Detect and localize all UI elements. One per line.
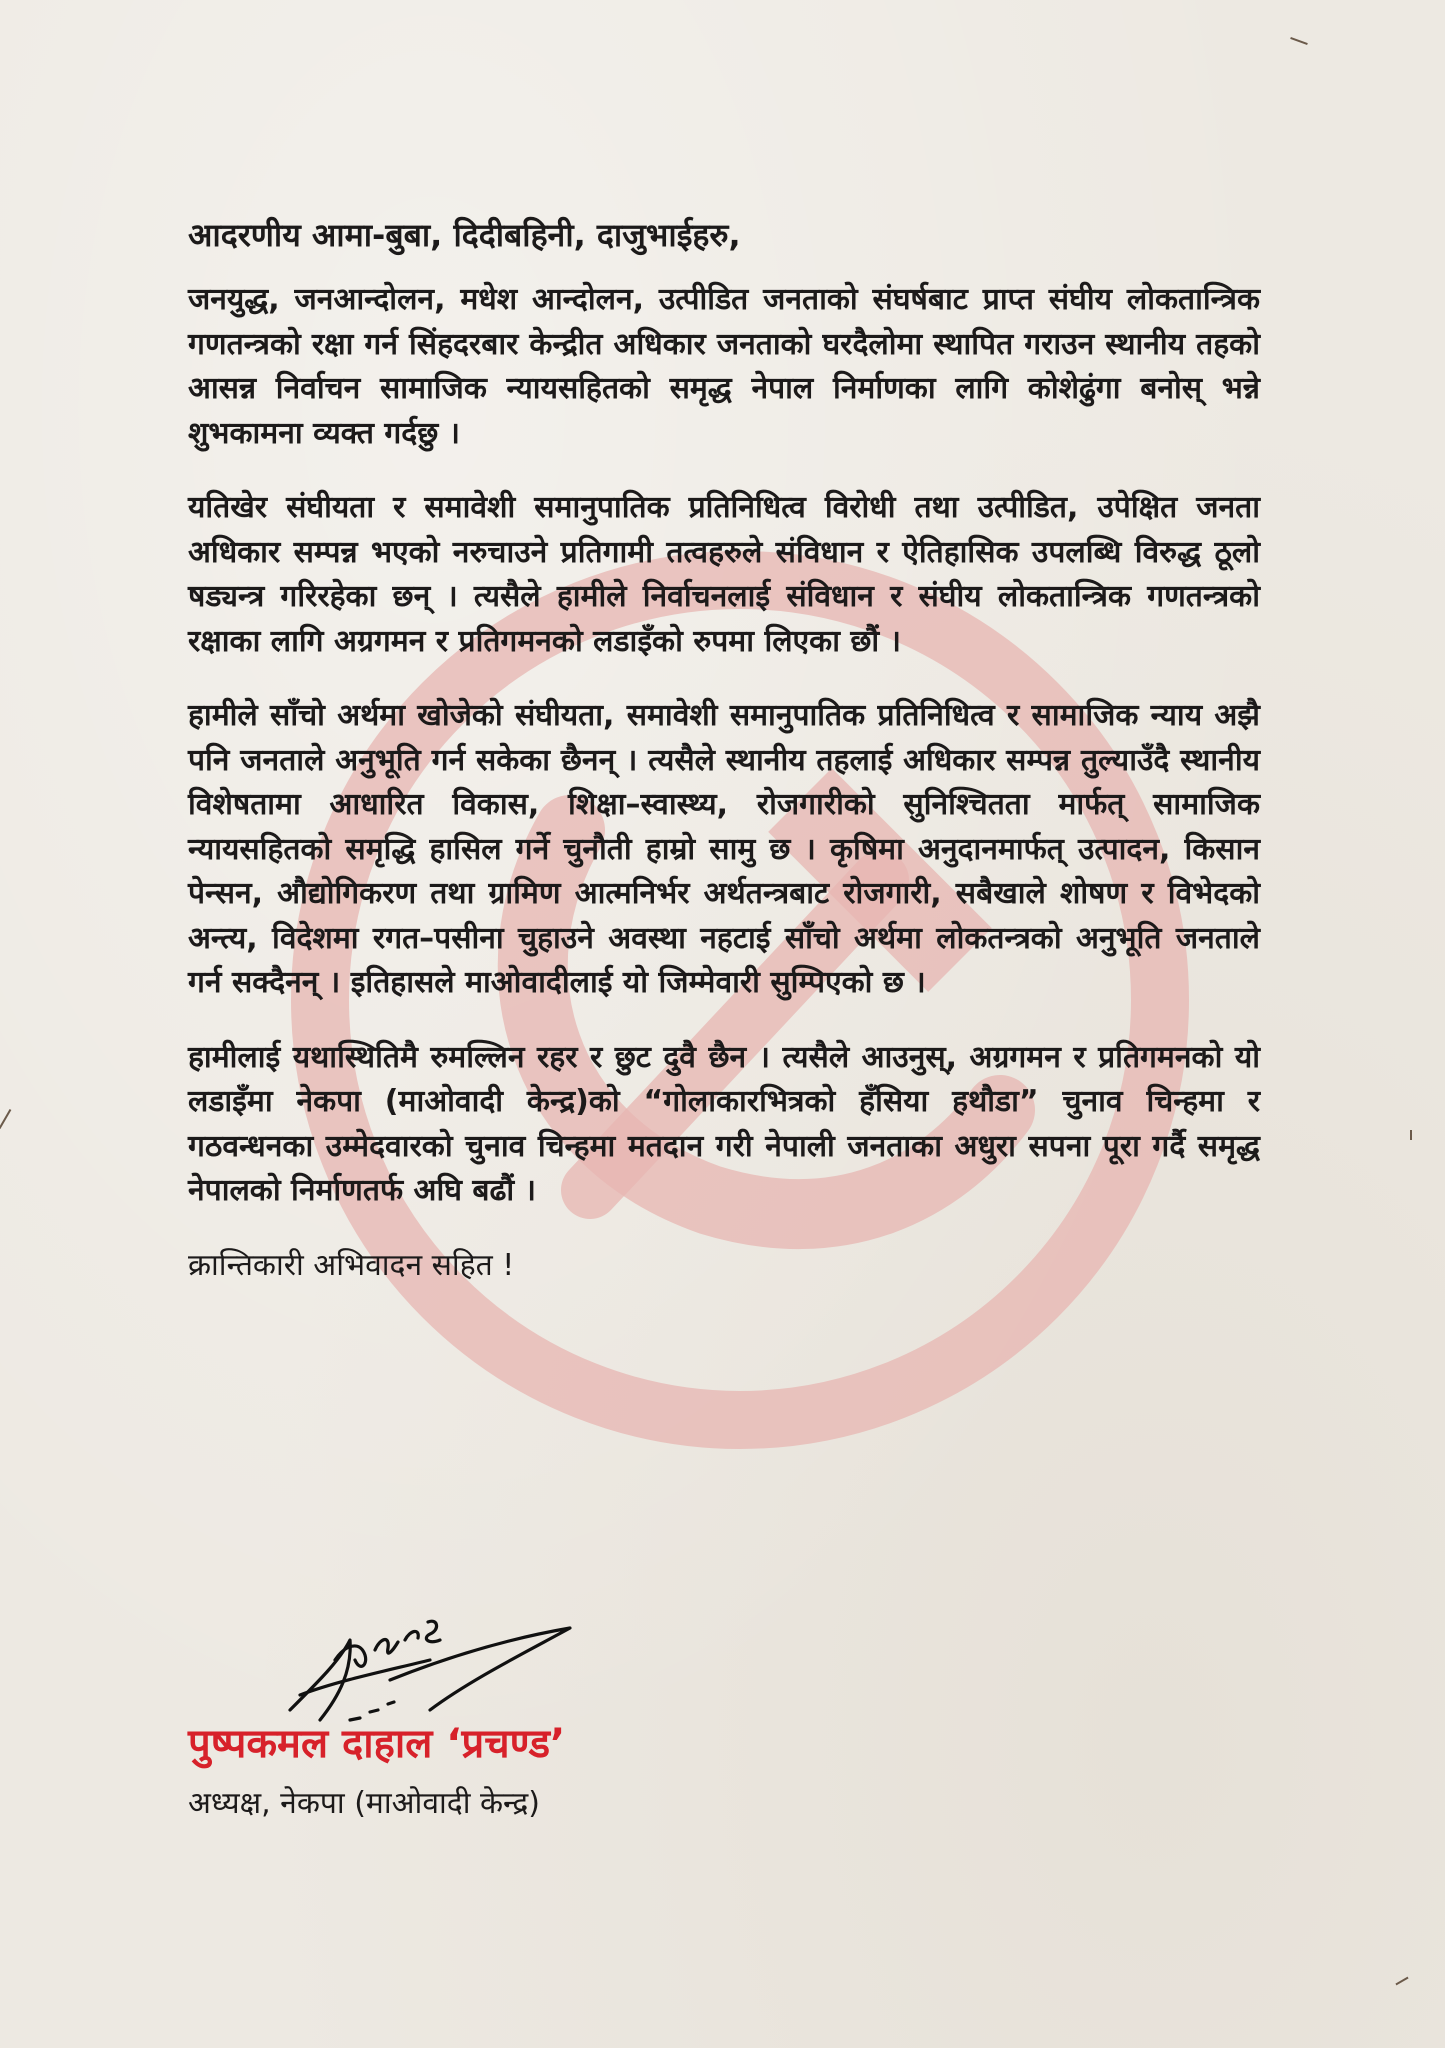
signer-title: अध्यक्ष, नेकपा (माओवादी केन्द्र) [188, 1786, 540, 1821]
paper-fleck [1395, 1977, 1408, 1986]
letter-paragraph-2: यतिखेर संघीयता र समावेशी समानुपातिक प्रतिनिधित्व विरोधी तथा उत्पीडित, उपेक्षित जनता अधिकार सम्पन्न भएको नरुचाउने प्रतिगामी तत्वहरुले संविधान र ऐतिहासिक उपलब्धि विरुद्ध ठूलो षड्यन्त्र गरिरहेका छन् । त्यसैले हामीले निर्वाचनलाई संविधान र संघीय लोकतान्त्रिक गणतन्त्रको रक्षाका लागि अग्रगमन र प्रतिगमनको लडाइँको रुपमा लिएका छौं । [188, 490, 1260, 659]
letter-paragraph-1: जनयुद्ध, जनआन्दोलन, मधेश आन्दोलन, उत्पीडित जनताको संघर्षबाट प्राप्त संघीय लोकतान्त्रिक गणतन्त्रको रक्षा गर्न सिंहदरबार केन्द्रीत अधिकार जनताको घरदैलोमा स्थापित गराउन स्थानीय तहको आसन्न निर्वाचन सामाजिक न्यायसहितको समृद्ध नेपाल निर्माणका लागि कोशेढुंगा बनोस् भन्ने शुभकामना व्यक्त गर्दछु । [188, 282, 1260, 451]
letter-closing: क्रान्तिकारी अभिवादन सहित ! [188, 1247, 515, 1283]
paper-fleck [1290, 37, 1308, 45]
letter-body [188, 210, 1260, 1288]
signer-name: पुष्पकमल दाहाल ‘प्रचण्ड’ [188, 1721, 566, 1767]
paper-fleck [0, 1109, 11, 1129]
paper-fleck [1410, 1130, 1412, 1140]
letter-paragraph-4: हामीलाई यथास्थितिमै रुमल्लिन रहर र छुट दुवै छैन । त्यसैले आउनुस्, अग्रगमन र प्रतिगमनको यो लडाइँमा नेकपा (माओवादी केन्द्र)को “गोलाकारभित्रको हँसिया हथौडा” चुनाव चिन्हमा र गठवन्धनका उम्मेदवारको चुनाव चिन्हमा मतदान गरी नेपाली जनताका अधुरा सपना पूरा गर्दै समृद्ध नेपालको निर्माणतर्फ अघि बढौं । [188, 1039, 1260, 1208]
letter-greeting: आदरणीय आमा-बुबा, दिदीबहिनी, दाजुभाईहरु, [188, 216, 741, 254]
letter-paragraph-3: हामीले साँचो अर्थमा खोजेको संघीयता, समावेशी समानुपातिक प्रतिनिधित्व र सामाजिक न्याय अझै पनि जनताले अनुभूति गर्न सकेका छैनन् । त्यसैले स्थानीय तहलाई अधिकार सम्पन्न तुल्याउँदै स्थानीय विशेषतामा आधारित विकास, शिक्षा–स्वास्थ्य, रोजगारीको सुनिश्चितता मार्फत् सामाजिक न्यायसहितको समृद्धि हासिल गर्ने चुनौती हाम्रो सामु छ । कृषिमा अनुदानमार्फत् उत्पादन, किसान पेन्सन, औद्योगिकरण तथा ग्रामिण आत्मनिर्भर अर्थतन्त्रबाट रोजगारी, सबैखाले शोषण र विभेदको अन्त्य, विदेशमा रगत–पसीना चुहाउने अवस्था नहटाई साँचो अर्थमा लोकतन्त्रको अनुभूति जनताले गर्न सक्दैनन् । इतिहासले माओवादीलाई यो जिम्मेवारी सुम्पिएको छ । [188, 698, 1260, 1000]
